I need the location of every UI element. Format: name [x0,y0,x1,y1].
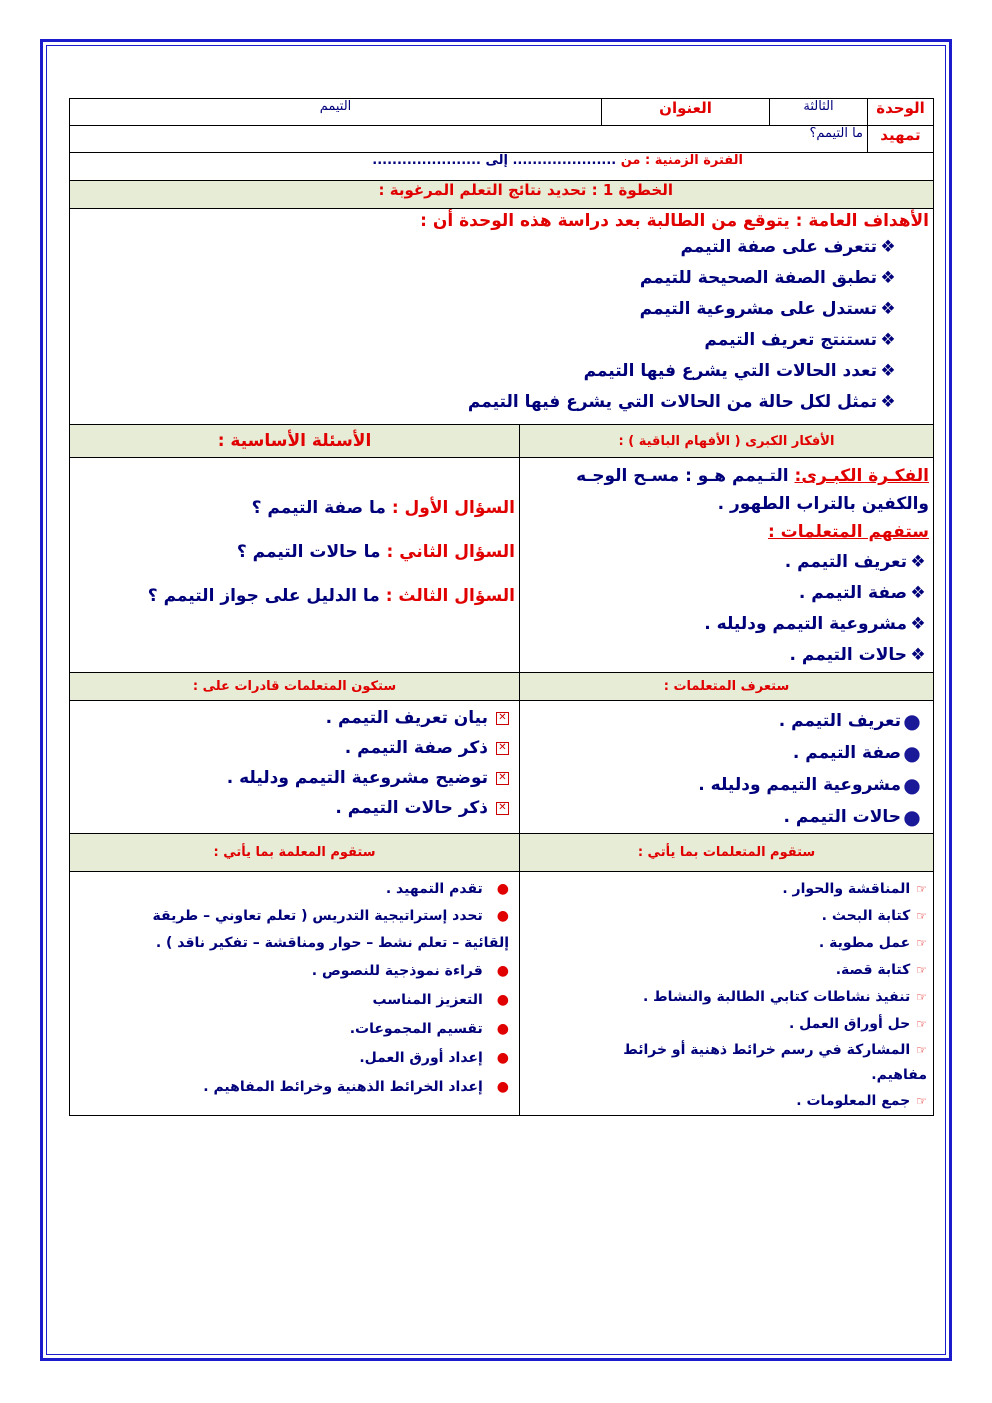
pointing-hand-icon: ☞ [916,936,927,950]
teacher-activity-item: ●إعداد الخرائط الذهنية وخرائط المفاهيم . [203,1079,509,1095]
know-item: ● صفة التيمم . [524,737,923,769]
period-label: الفترة الزمنية : من [620,153,743,168]
essential-questions-header: الأسئلة الأساسية : [70,425,520,458]
essential-questions-cell [70,458,520,673]
able-item: ✕ ذكر صفة التيمم . [74,733,509,763]
teacher-activity-item: ●التعزيز المناسب [372,992,509,1008]
student-activity-item: ☞كتابة قصة. [835,962,927,978]
goal-item: ❖ تتعرف على صفة التيمم [74,231,899,262]
goals-list [74,231,929,417]
diamond-bullet-icon: ❖ [880,236,896,257]
goals-cell [70,209,934,425]
big-idea-label: الفكـرة الكبـرى: [794,466,929,486]
pointing-hand-icon: ☞ [916,909,927,923]
period-value: ..................... إلى ...................... [372,153,617,168]
know-header: ستعرف المتعلمات : [520,673,934,701]
goal-item: ❖ تعدد الحالات التي يشرع فيها التيمم [74,355,899,386]
bullet-dot-icon: ● [496,881,509,897]
question-item: السؤال الثاني : ما حالات التيمم ؟ [236,542,515,562]
know-list [524,705,923,833]
question-item: السؤال الثالث : ما الدليل على جواز التيمم ؟ [147,586,515,606]
student-activity-item: ☞المناقشة والحوار . [782,881,927,897]
title-value: التيمم [70,99,602,126]
bullet-dot-icon: ● [496,908,509,924]
teacher-activity-item: ●قراءة نموذجية للنصوص . [311,963,509,979]
title-label: العنوان [602,99,770,126]
pointing-hand-icon: ☞ [916,990,927,1004]
boxed-x-icon: ✕ [496,772,509,785]
diamond-bullet-icon: ❖ [880,298,896,319]
student-activity-item: ☞المشاركة في رسم خرائط ذهنية أو خرائط مفاهيم. [623,1042,927,1083]
boxed-x-icon: ✕ [496,742,509,755]
teacher-activity-item: ●تحدد إستراتيجية التدريس ( تعلم تعاوني – طريقة إلقائية – تعلم نشط – حوار ومناقشة – تفكير ناقد ) . [152,908,509,951]
teacher-activities-list [74,876,509,1102]
understand-list [524,546,929,670]
student-activities-header: ستقوم المتعلمات بما يأتي : [520,834,934,872]
bullet-dot-icon: ● [496,1050,509,1066]
able-header: ستكون المتعلمات قادرات على : [70,673,520,701]
big-idea [524,462,929,518]
pointing-hand-icon: ☞ [916,963,927,977]
intro-label: تمهيد [868,126,934,153]
boxed-x-icon: ✕ [496,802,509,815]
understand-item: ❖ مشروعية التيمم ودليله . [524,608,929,639]
teacher-activities-cell [70,872,520,1116]
bullet-dot-icon: ● [496,1079,509,1095]
unit-label: الوحدة [868,99,934,126]
unit-value: الثالثة [770,99,868,126]
able-item: ✕ توضيح مشروعية التيمم ودليله . [74,763,509,793]
bullet-dot-icon: ● [903,773,921,797]
know-item: ● مشروعية التيمم ودليله . [524,769,923,801]
able-cell [70,701,520,834]
big-idea-text: التـيمم هـو : مسـح الوجـه والكفين بالتراب الطهور . [576,466,929,514]
know-cell [520,701,934,834]
diamond-bullet-icon: ❖ [880,391,896,412]
goal-item: ❖ تمثل لكل حالة من الحالات التي يشرع فيها التيمم [74,386,899,417]
big-ideas-header: الأفكار الكبرى ( الأفهام الباقية ) : [520,425,934,458]
bullet-dot-icon: ● [496,1021,509,1037]
intro-value: ما التيمم؟ [70,126,868,153]
able-item: ✕ بيان تعريف التيمم . [74,703,509,733]
teacher-activity-item: ●تقسيم المجموعات. [349,1021,509,1037]
bullet-dot-icon: ● [496,992,509,1008]
teacher-activities-header: ستقوم المعلمة بما يأتي : [70,834,520,872]
pointing-hand-icon: ☞ [916,1094,927,1108]
diamond-bullet-icon: ❖ [910,613,926,634]
diamond-bullet-icon: ❖ [880,267,896,288]
boxed-x-icon: ✕ [496,712,509,725]
student-activity-item: ☞حل أوراق العمل . [788,1016,927,1032]
bullet-dot-icon: ● [903,709,921,733]
understand-item: ❖ حالات التيمم . [524,639,929,670]
able-item: ✕ ذكر حالات التيمم . [74,793,509,823]
bullet-dot-icon: ● [903,805,921,829]
able-list [74,703,509,823]
understand-item: ❖ صفة التيمم . [524,577,929,608]
bullet-dot-icon: ● [496,963,509,979]
bullet-dot-icon: ● [903,741,921,765]
teacher-activity-item: ●إعداد أورق العمل. [359,1050,509,1066]
student-activities-list [524,876,927,1115]
understand-label: ستفهم المتعلمات : [767,522,929,542]
diamond-bullet-icon: ❖ [910,582,926,603]
diamond-bullet-icon: ❖ [880,360,896,381]
goal-item: ❖ تستدل على مشروعية التيمم [74,293,899,324]
student-activity-item: ☞عمل مطوية . [818,935,927,951]
student-activities-cell [520,872,934,1116]
question-item: السؤال الأول : ما صفة التيمم ؟ [251,498,515,518]
goal-item: ❖ تستنتج تعريف التيمم [74,324,899,355]
pointing-hand-icon: ☞ [916,1043,927,1057]
step1-title: الخطوة 1 : تحديد نتائج التعلم المرغوبة : [70,181,934,209]
pointing-hand-icon: ☞ [916,882,927,896]
goal-item: ❖ تطبق الصفة الصحيحة للتيمم [74,262,899,293]
big-ideas-cell [520,458,934,673]
understand-item: ❖ تعريف التيمم . [524,546,929,577]
diamond-bullet-icon: ❖ [880,329,896,350]
student-activity-item: ☞تنفيذ نشاطات كتابي الطالبة والنشاط . [642,989,927,1005]
know-item: ● تعريف التيمم . [524,705,923,737]
student-activity-item: ☞جمع المعلومات . [796,1093,927,1109]
period-row [70,153,934,181]
know-item: ● حالات التيمم . [524,801,923,833]
pointing-hand-icon: ☞ [916,1017,927,1031]
teacher-activity-item: ●تقدم التمهيد . [385,881,509,897]
student-activity-item: ☞كتابة البحث . [821,908,927,924]
diamond-bullet-icon: ❖ [910,551,926,572]
diamond-bullet-icon: ❖ [910,644,926,665]
goals-heading: الأهداف العامة : يتوقع من الطالبة بعد دراسة هذه الوحدة أن : [420,211,929,231]
lesson-plan-table [69,98,934,1116]
